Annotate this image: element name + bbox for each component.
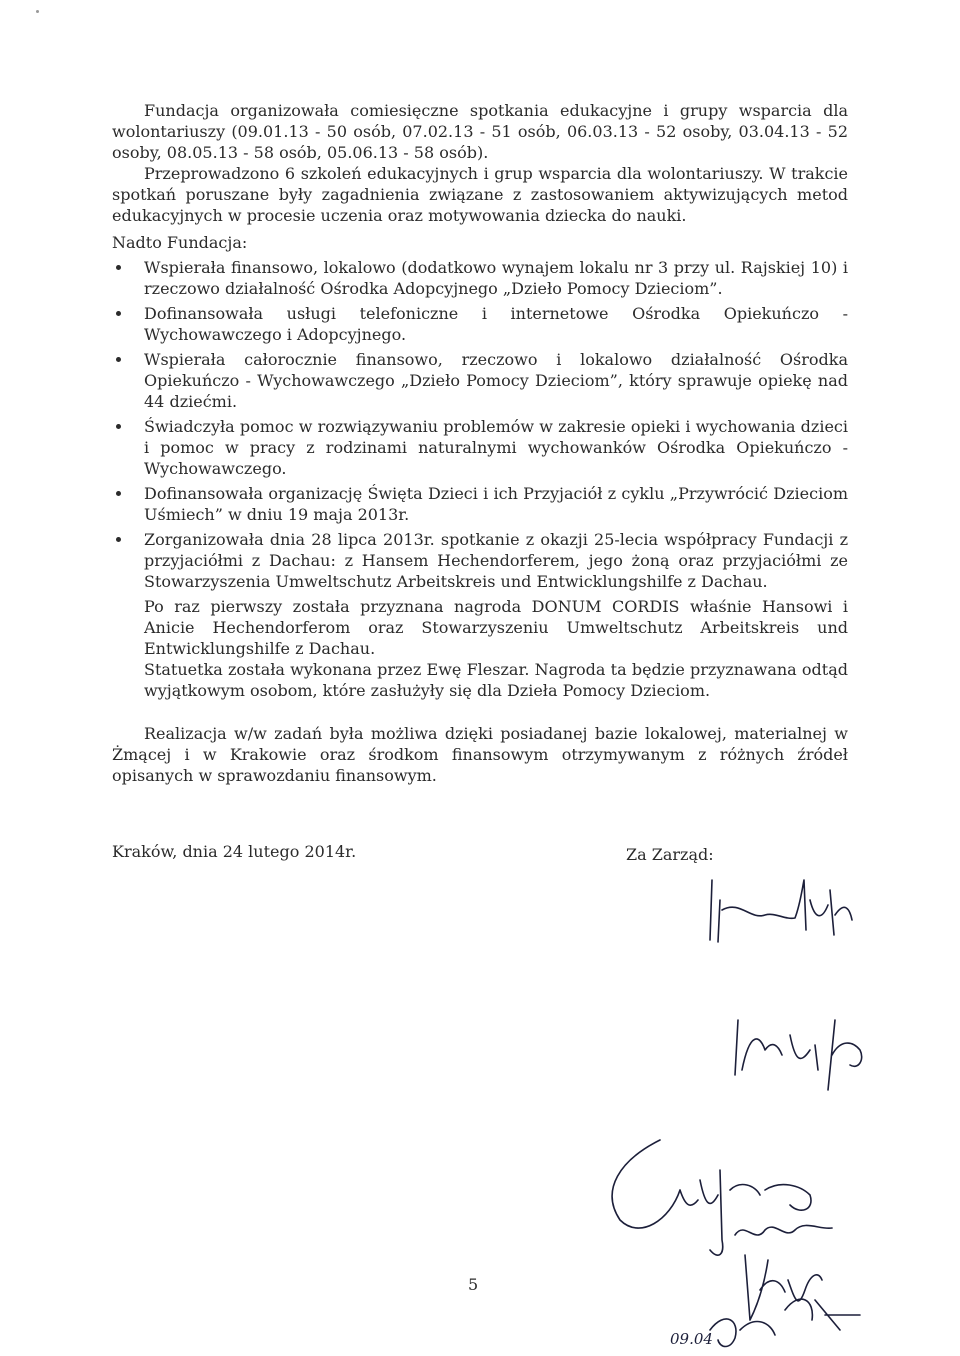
bullet-icon [116,357,121,362]
paragraph-summary: Realizacja w/w zadań była możliwa dzięki posiadanej bazie lokalowej, materialnej w Żmącej i w Krakowie oraz środkom finansowym otrzymywanym z różnych źródeł opisanych w sprawozdaniu finansowym. [112,724,848,785]
board-signature-label: Za Zarząd: [626,845,714,864]
list-item: Wspierała finansowo, lokalowo (dodatkowo wynajem lokalu nr 3 przy ul. Rajskiej 10) i rzeczowo działalność Ośrodka Adopcyjnego „Dzieło Pomocy Dzieciom”. [112,257,848,299]
paragraph-nadto: Nadto Fundacja: [112,233,248,252]
paragraph-award: Po raz pierwszy została przyznana nagroda DONUM CORDIS właśnie Hansowi i Anicie Hechendorferom oraz Stowarzyszeniu Umweltschutz Arbeitskreis und Entwicklungshilfe z Dachau. [144,597,848,658]
bullet-icon [116,424,121,429]
signature-3 [612,1140,811,1255]
list-item: Dofinansowała usługi telefoniczne i internetowe Ośrodka Opiekuńczo - Wychowawczego i Adopcyjnego. [112,303,848,345]
document-body [112,100,848,786]
list-item: Zorganizowała dnia 28 lipca 2013r. spotkanie z okazji 25-lecia współpracy Fundacji z przyjaciółmi z Dachau: z Hansem Hechendorferem, jego żoną oraz przyjaciółmi ze Stowarzyszenia Umweltschutz Arbeitskreis und Entwicklungshilfe z Dachau. [112,529,848,592]
bullet-icon [116,311,121,316]
paragraph-meetings: Fundacja organizowała comiesięczne spotkania edukacyjne i grupy wsparcia dla wolontariuszy (09.01.13 - 50 osób, 07.02.13 - 51 osób, 06.03.13 - 52 osoby, 03.04.13 - 52 osoby, 08.05.13 - 58 osób, 05.06.13 - 58 osób). [112,101,848,162]
paragraph-statuette: Statuetka została wykonana przez Ewę Fleszar. Nagroda ta będzie przyznawana odtąd wyjątkowym osobom, które zasłużyły się dla Dzieła Pomocy Dzieciom. [144,660,848,700]
place-and-date: Kraków, dnia 24 lutego 2014r. [112,842,357,861]
bullet-icon [116,265,121,270]
page-number: 5 [468,1275,479,1294]
list-item: Wspierała całorocznie finansowo, rzeczowo i lokalowo działalność Ośrodka Opiekuńczo - Wychowawczego „Dzieło Pomocy Dzieciom”, który sprawuje opiekę nad 44 dziećmi. [112,349,848,412]
list-item: Dofinansowała organizację Święta Dzieci i ich Przyjaciół z cyklu „Przywrócić Dzieciom Uśmiech” w dniu 19 maja 2013r. [112,483,848,525]
signature-2 [735,1020,862,1090]
signature-5 [710,1299,860,1346]
activities-list [112,257,848,592]
signature-3-second-line [735,1225,832,1235]
signature-1 [710,880,852,942]
handwritten-signatures [560,860,900,1350]
signature-4 [745,1255,822,1320]
signature-initials: 09.04 [670,1330,713,1348]
bullet-icon [116,537,121,542]
paragraph-trainings: Przeprowadzono 6 szkoleń edukacyjnych i grup wsparcia dla wolontariuszy. W trakcie spotkań poruszane były zagadnienia związane z zastosowaniem aktywizujących metod edukacyjnych w procesie uczenia oraz motywowania dziecka do nauki. [112,164,848,225]
bullet-icon [116,491,121,496]
signatures-drawing [560,860,900,1350]
scan-dot [36,10,39,13]
list-item: Świadczyła pomoc w rozwiązywaniu problemów w zakresie opieki i wychowania dzieci i pomoc w pracy z rodzinami naturalnymi wychowanków Ośrodka Opiekuńczo - Wychowawczego. [112,416,848,479]
